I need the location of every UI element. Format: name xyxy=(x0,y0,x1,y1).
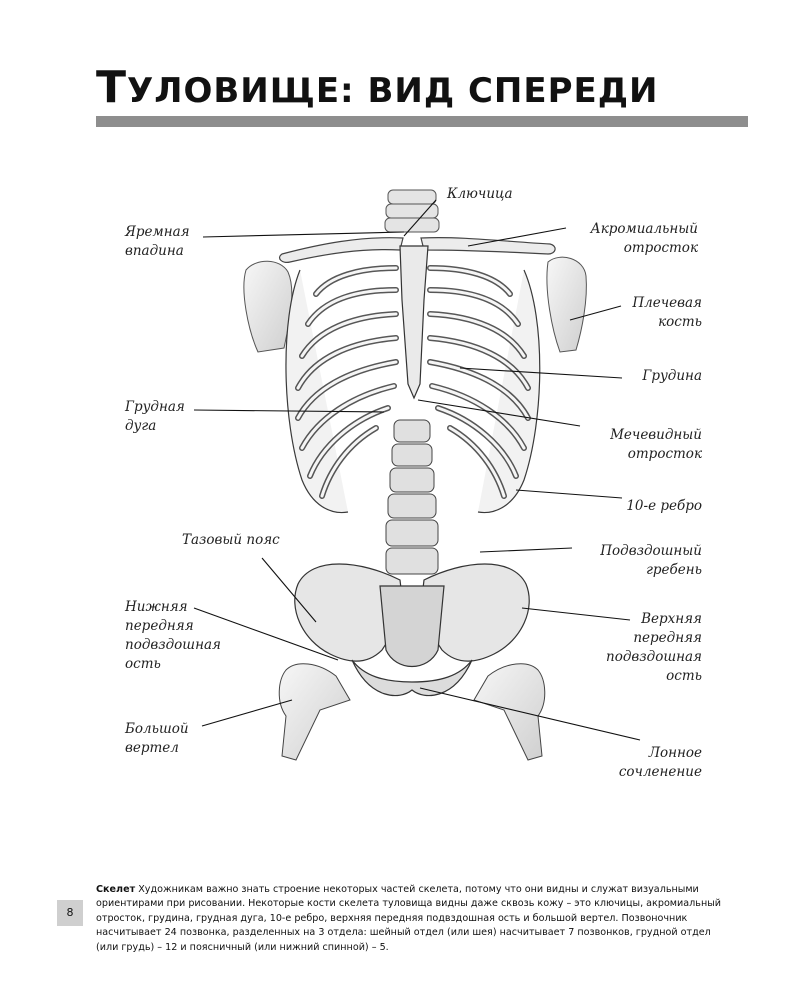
caption-lead: Скелет xyxy=(96,883,136,895)
label-line: Плечевая xyxy=(632,295,702,311)
label-line: Верхняя xyxy=(641,611,702,627)
label-line: подвздошная xyxy=(125,637,221,653)
label-nizhnyaya xyxy=(125,598,221,674)
label-line: гребень xyxy=(646,562,702,578)
label-line: передняя xyxy=(125,618,194,634)
page-title: ТУЛОВИЩЕ: ВИД СПЕРЕДИ xyxy=(96,62,659,113)
label-grudina xyxy=(612,367,702,386)
label-akromialny xyxy=(568,220,698,258)
caption-text: Художникам важно знать строение некоторых частей скелета, потому что они видны и служат визуальными ориентирами при рисовании. Некоторые кости скелета туловища видны даже сквозь кожу – это ключицы, акромиальный отросток, грудина, грудная дуга, 10-е ребро, верхняя передняя подвздошная ость и большой вертел. Позвоночник насчитывает 24 позвонка, разделенных на 3 отдела: шейный отдел (или шея) насчитывает 7 позвонков, грудной отдел (или грудь) – 12 и поясничный (или нижний спинной) – 5. xyxy=(96,883,722,953)
label-line: Грудина xyxy=(642,368,702,384)
label-podvzdoshny xyxy=(580,542,702,580)
label-grudnaya-duga xyxy=(125,398,185,436)
label-klyuchitsa xyxy=(447,185,513,204)
label-plechevaya xyxy=(612,294,702,332)
figure-caption xyxy=(96,883,726,956)
label-line: ость xyxy=(666,668,702,684)
label-yaremnaya xyxy=(125,223,190,261)
label-lonnoe xyxy=(600,744,702,782)
label-rebro10 xyxy=(600,497,702,516)
label-bolshoy xyxy=(125,720,189,758)
label-tazovy xyxy=(182,531,280,550)
label-line: вертел xyxy=(125,740,179,756)
label-line: дуга xyxy=(125,418,157,434)
label-line: отросток xyxy=(627,446,702,462)
label-line: передняя xyxy=(633,630,702,646)
femurs xyxy=(279,664,545,760)
page-number: 8 xyxy=(57,900,83,926)
label-line: Тазовый пояс xyxy=(182,532,280,548)
label-mechevidny xyxy=(590,426,702,464)
label-line: сочленение xyxy=(618,764,702,780)
cervical-spine xyxy=(385,190,439,232)
label-line: Акромиальный xyxy=(590,221,698,237)
label-line: отросток xyxy=(623,240,698,256)
label-line: впадина xyxy=(125,243,184,259)
label-line: Лонное xyxy=(648,745,702,761)
sternum xyxy=(400,246,428,398)
label-line: Ключица xyxy=(447,186,513,202)
label-line: 10-е ребро xyxy=(626,498,702,514)
label-line: кость xyxy=(658,314,702,330)
label-line: Большой xyxy=(125,721,189,737)
label-line: Мечевидный xyxy=(610,427,702,443)
label-verkhnyaya xyxy=(590,610,702,686)
lumbar-spine xyxy=(386,420,438,574)
label-line: Яремная xyxy=(125,224,190,240)
label-line: ость xyxy=(125,656,161,672)
label-line: Нижняя xyxy=(125,599,188,615)
label-line: подвздошная xyxy=(606,649,702,665)
label-line: Грудная xyxy=(125,399,185,415)
label-line: Подвздошный xyxy=(600,543,702,559)
